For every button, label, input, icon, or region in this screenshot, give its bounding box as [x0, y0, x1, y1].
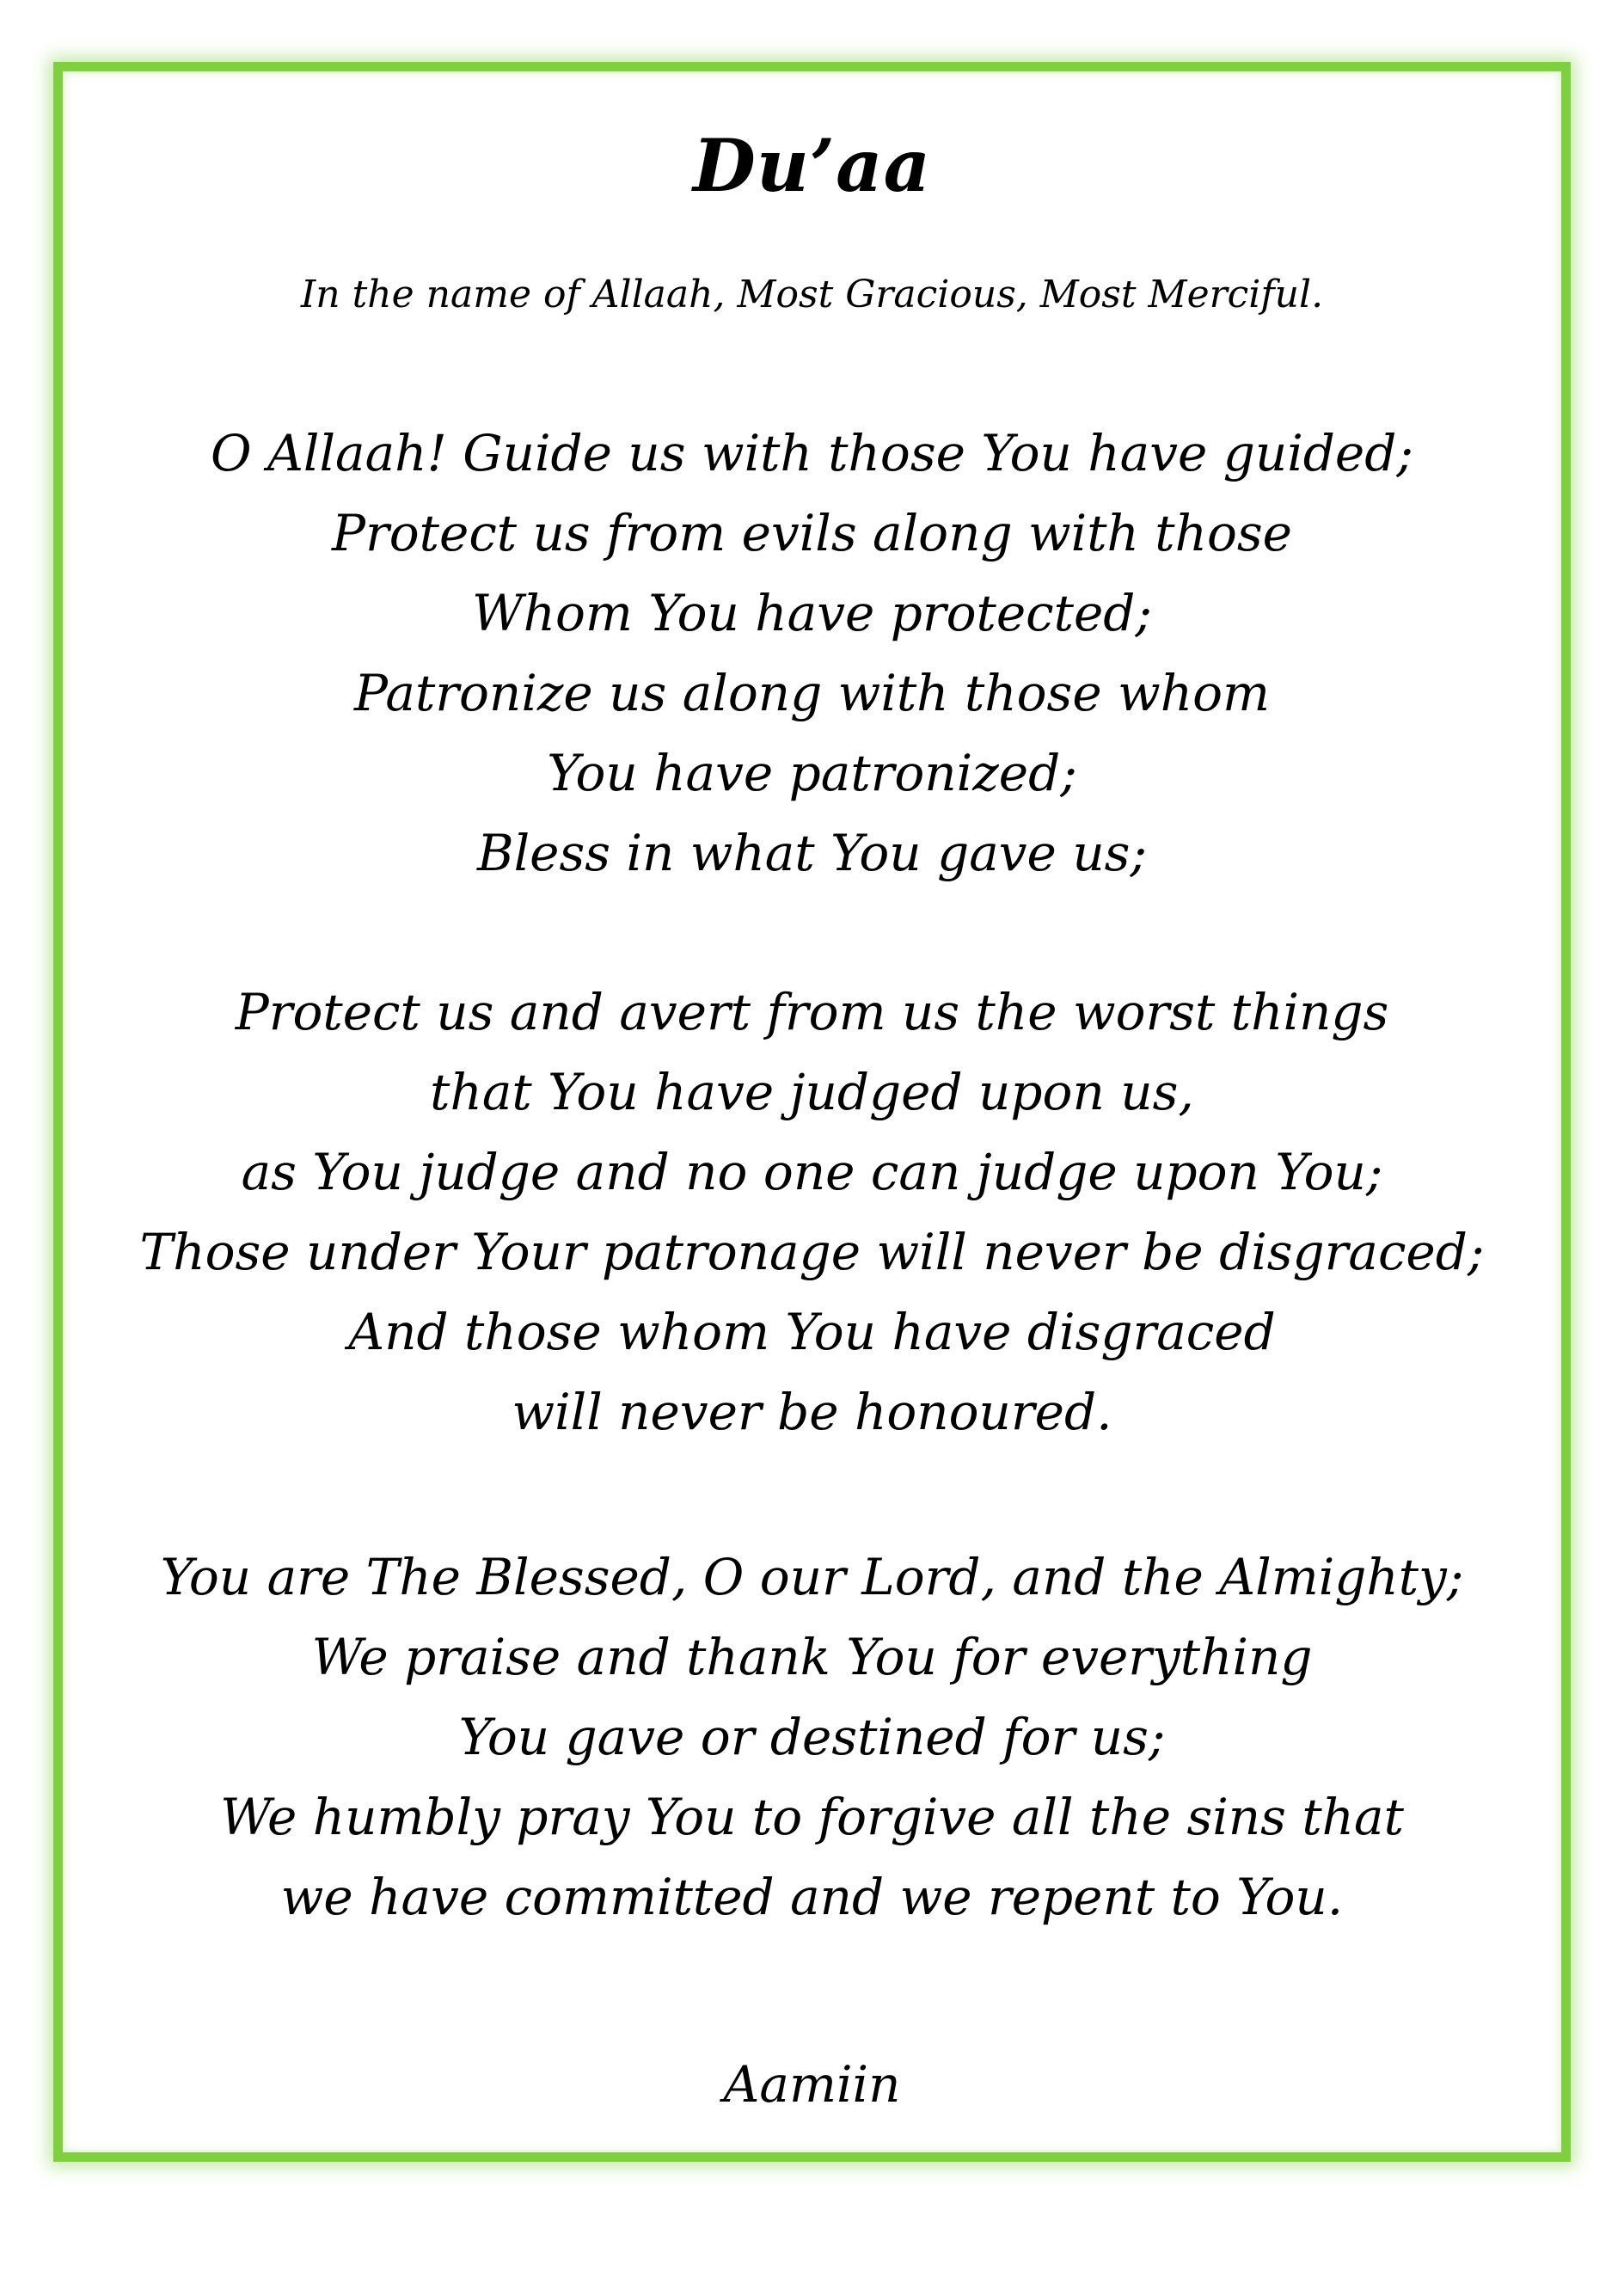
stanza-line: Those under Your patronage will never be disgraced; [139, 1223, 1485, 1281]
stanza-2 [63, 973, 1561, 1452]
stanza-line: O Allaah! Guide us with those You have guided; [211, 424, 1413, 482]
stanza-line: You are The Blessed, O our Lord, and the Almighty; [160, 1548, 1464, 1606]
stanza-1 [63, 414, 1561, 893]
stanza-line: Protect us and avert from us the worst things [235, 983, 1389, 1041]
stanza-line: We humbly pray You to forgive all the sins that [220, 1788, 1404, 1846]
stanza-line: Patronize us along with those whom [353, 664, 1270, 722]
stanza-line: We praise and thank You for everything [311, 1628, 1313, 1686]
page-title: Du’aa [692, 123, 931, 208]
green-border-frame [53, 62, 1571, 2162]
subtitle: In the name of Allaah, Most Gracious, Most Merciful. [300, 273, 1324, 316]
stanza-line: You gave or destined for us; [458, 1708, 1166, 1766]
stanza-line: Protect us from evils along with those [332, 504, 1292, 562]
stanza-line: that You have judged upon us, [430, 1063, 1194, 1121]
stanza-line: we have committed and we repent to You. [280, 1868, 1344, 1926]
stanza-line: will never be honoured. [512, 1383, 1112, 1441]
stanza-line: You have patronized; [547, 744, 1077, 802]
stanza-3 [63, 1538, 1561, 1937]
stanza-line: Whom You have protected; [472, 584, 1152, 642]
stanza-line: And those whom You have disgraced [348, 1303, 1276, 1361]
closing-word: Aamiin [723, 2055, 901, 2114]
stanza-line: as You judge and no one can judge upon You; [241, 1143, 1383, 1201]
stanza-line: Bless in what You gave us; [477, 824, 1147, 882]
